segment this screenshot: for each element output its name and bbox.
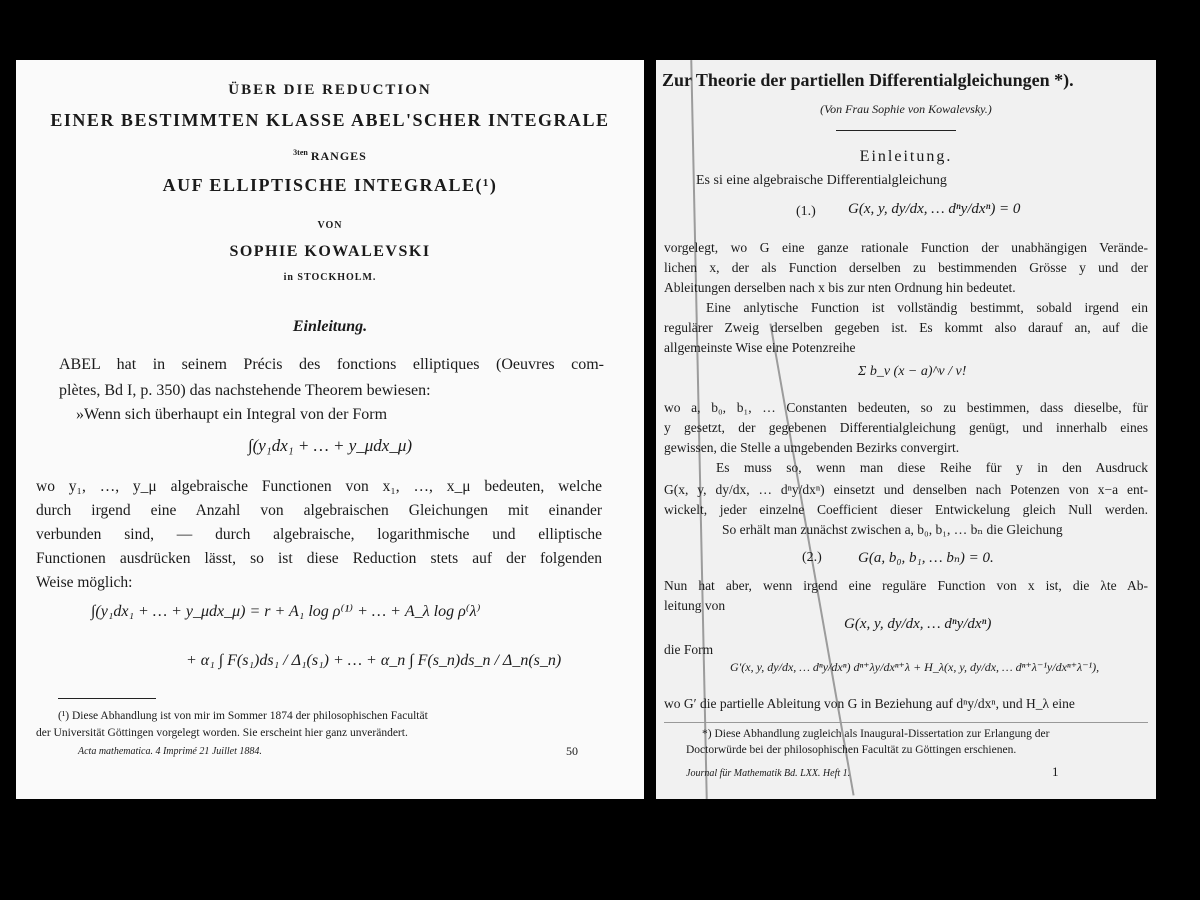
right-die-form: die Form	[664, 642, 714, 657]
right-series: Σ b_ν (x − a)^ν / ν!	[858, 364, 967, 379]
right-body-line: leitung von	[664, 598, 726, 613]
left-footnote-line: (¹) Diese Abhandlung ist von mir im Sommer 1874 der philosophischen Facultät	[58, 710, 428, 722]
right-footnote-line: Doctorwürde bei der philosophischen Facultät zu Göttingen erschienen.	[686, 744, 1017, 756]
right-body-line: Ableitungen derselben nach x bis zur nten Ordnung hin bedeutet.	[664, 280, 1016, 295]
right-body-line: wo a, b₀, b₁, … Constanten bedeuten, so zu bestimmen, dass dieselbe, für	[664, 400, 1148, 415]
left-body-line: plètes, Bd I, p. 350) das nachstehende Theorem bewiesen:	[59, 382, 431, 399]
right-body-line: Eine anlytische Function ist vollständig bestimmt, sobald irgend ein	[706, 300, 1148, 315]
right-byline: (Von Frau Sophie von Kowalevsky.)	[820, 102, 992, 116]
left-body-line: ABEL hat in seinem Précis des fonctions elliptiques (Oeuvres com-	[59, 356, 604, 373]
left-header-line4: AUF ELLIPTISCHE INTEGRALE(¹)	[162, 175, 498, 195]
left-body-line: durch irgend eine Anzahl von algebraischen Gleichungen mit einander	[36, 502, 602, 519]
right-body-line: So erhält man zunächst zwischen a, b₀, b₁, … bₙ die Gleichung	[722, 522, 1063, 537]
left-page-number: 50	[566, 744, 578, 758]
right-eq4: G′(x, y, dy/dx, … dⁿy/dxⁿ) dⁿ⁺λy/dxⁿ⁺λ + H_λ(x, y, dy/dx, … dⁿ⁺λ⁻¹y/dxⁿ⁺λ⁻¹),	[730, 660, 1100, 674]
left-footnote-rule	[58, 698, 156, 699]
right-section-title: Einleitung.	[859, 148, 953, 165]
left-journal: Acta mathematica. 4 Imprimé 21 Juillet 1884.	[78, 746, 262, 757]
right-title-rule	[836, 130, 956, 131]
left-formula-3: + α₁ ∫ F(s₁)ds₁ / Δ₁(s₁) + … + α_n ∫ F(s_n)ds_n / Δ_n(s_n)	[186, 652, 562, 669]
right-title: Zur Theorie der partiellen Differentialgleichungen *).	[662, 70, 1074, 90]
right-journal: Journal für Mathematik Bd. LXX. Heft 1.	[686, 768, 851, 779]
left-formula-2: ∫(y₁dx₁ + … + y_μdx_μ) = r + A₁ log ρ⁽¹⁾ + … + A_λ log ρ⁽λ⁾	[91, 603, 481, 620]
left-header-von: VON	[317, 220, 343, 231]
left-author: SOPHIE KOWALEVSKI	[229, 243, 431, 260]
left-section-title: Einleitung.	[292, 318, 368, 335]
right-body-line: G(x, y, dy/dx, … dⁿy/dxⁿ) einsetzt und denselben nach Potenzen von x−a ent-	[664, 482, 1148, 497]
right-body-line: y gesetzt, der gegebenen Differentialgleichung genügt, und innerhalb eines	[664, 420, 1148, 435]
left-header-line3-text: RANGES	[310, 149, 367, 163]
right-page-number: 1	[1052, 764, 1059, 779]
right-body-line: allgemeinste Wise eine Potenzreihe	[664, 340, 856, 355]
right-footnote-rule	[664, 722, 1148, 723]
right-body-line: wo G′ die partielle Ableitung von G in Beziehung auf dⁿy/dxⁿ, und H_λ eine	[664, 696, 1075, 711]
left-page	[16, 60, 644, 799]
right-body-line: Nun hat aber, wenn irgend eine reguläre Function von x ist, die λte Ab-	[664, 578, 1148, 593]
right-body-line: Es muss so, wenn man diese Reihe für y in den Ausdruck	[716, 460, 1148, 475]
right-body-line: regulärer Zweig derselben gegeben ist. Es kommt also darauf an, auf die	[664, 320, 1148, 335]
right-body-line: wickelt, jeder einzelne Coefficient dieser Entwickelung gleich Null werden.	[664, 502, 1148, 517]
left-body-line: wo y₁, …, y_μ algebraische Functionen von x₁, …, x_μ bedeuten, welche	[36, 478, 602, 495]
left-header-line2: EINER BESTIMMTEN KLASSE ABEL'SCHER INTEGRALE	[50, 110, 610, 130]
right-eq1: G(x, y, dy/dx, … dⁿy/dxⁿ) = 0	[848, 201, 1021, 217]
left-body-line: Functionen ausdrücken lässt, so ist diese Reduction stets auf der folgenden	[36, 550, 602, 567]
left-place: in STOCKHOLM.	[283, 272, 377, 283]
right-eq1-label: (1.)	[796, 204, 816, 219]
right-body-line: vorgelegt, wo G eine ganze rationale Function der unabhängigen Verände-	[664, 240, 1148, 255]
right-page	[656, 60, 1156, 799]
left-body-line: verbunden sind, — durch algebraische, logarithmische und elliptische	[36, 526, 602, 543]
left-body-line: »Wenn sich überhaupt ein Integral von der Form	[76, 406, 388, 423]
left-header-line3-sup: 3ten	[293, 148, 308, 157]
left-header-line3	[16, 148, 644, 164]
right-intro: Es si eine algebraische Differentialgleichung	[696, 173, 947, 188]
left-formula-1: ∫(y₁dx₁ + … + y_μdx_μ)	[247, 436, 413, 455]
left-footnote-line: der Universität Göttingen vorgelegt worden. Sie erscheint hier ganz unverändert.	[36, 727, 408, 739]
right-body-line: gewissen, die Stelle a umgebenden Bezirks convergirt.	[664, 440, 960, 455]
right-body-line: lichen x, der als Function derselben zu bestimmenden Grösse y und der	[664, 260, 1148, 275]
right-eq2-label: (2.)	[802, 550, 822, 565]
right-eq2: G(a, b₀, b₁, … bₙ) = 0.	[858, 550, 994, 566]
right-footnote-line: *) Diese Abhandlung zugleich als Inaugural-Dissertation zur Erlangung der	[702, 728, 1050, 740]
right-eq3: G(x, y, dy/dx, … dⁿy/dxⁿ)	[844, 616, 992, 632]
left-header-line1: ÜBER DIE REDUCTION	[228, 82, 432, 98]
left-body-line: Weise möglich:	[36, 574, 133, 591]
